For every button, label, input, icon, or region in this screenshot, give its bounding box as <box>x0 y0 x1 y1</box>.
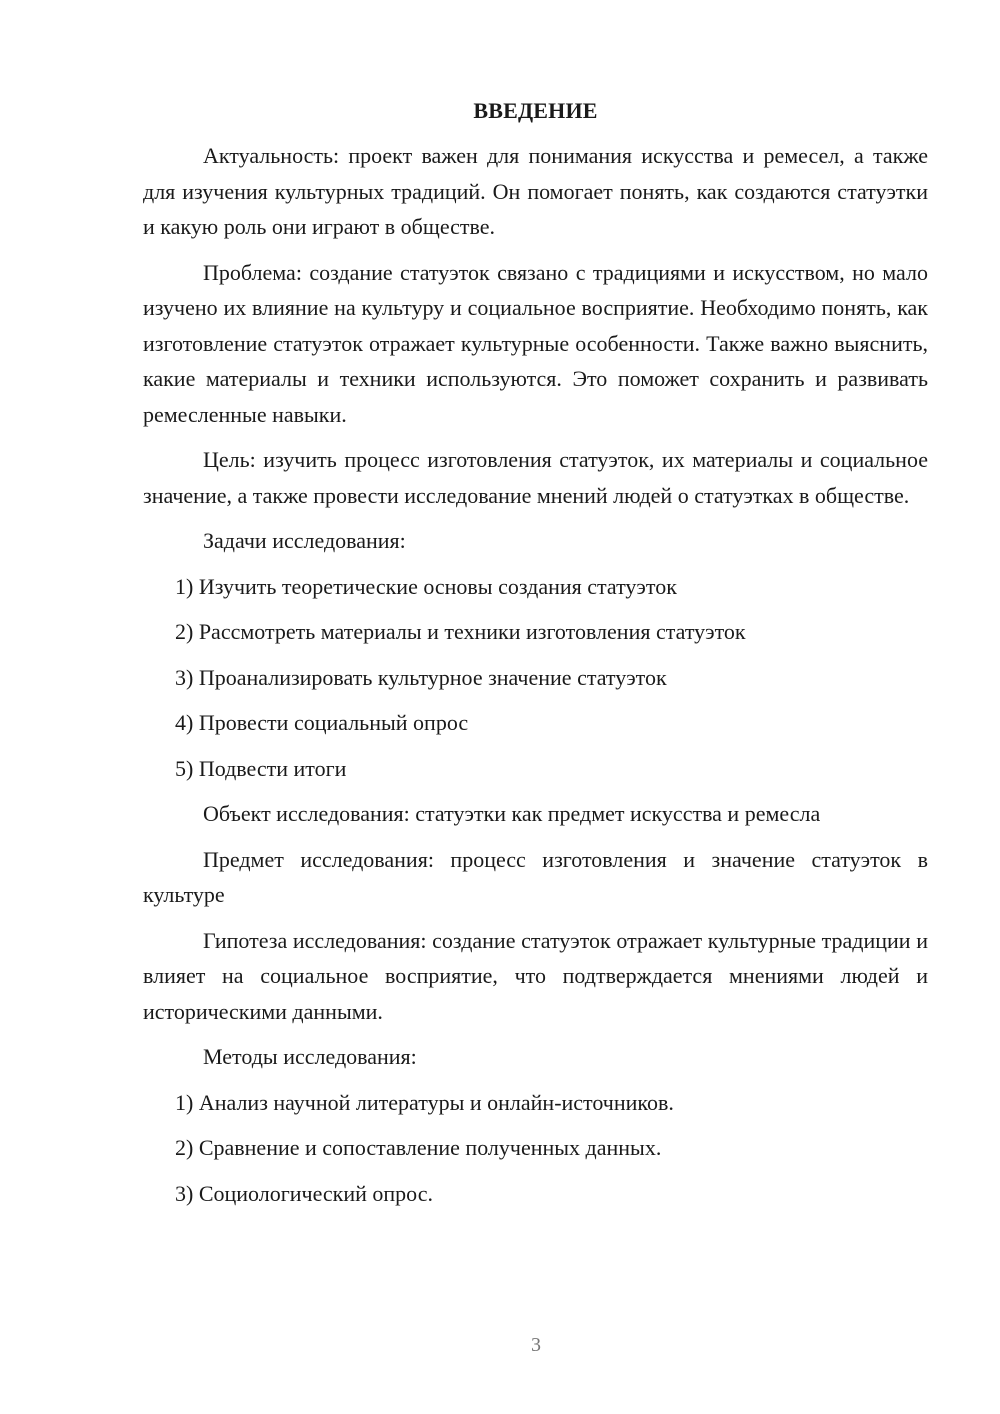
goal-paragraph: Цель: изучить процесс изготовления статуэток, их материалы и социальное значение, а также провести исследование мнений людей о статуэтках в обществе. <box>143 447 928 508</box>
list-item: 5) Подвести итоги <box>175 755 347 781</box>
list-item: 2) Рассмотреть материалы и техники изготовления статуэток <box>175 619 746 644</box>
tasks-list <box>143 569 928 787</box>
hypothesis-paragraph: Гипотеза исследования: создание статуэток отражает культурные традиции и влияет на социальное восприятие, что подтверждается мнениями людей и историческими данными. <box>143 927 928 1024</box>
relevance-paragraph: Актуальность: проект важен для понимания искусства и ремесел, а также для изучения культурных традиций. Он помогает понять, как создаются статуэтки и какую роль они играют в обществе. <box>143 143 928 239</box>
section-title: ВВЕДЕНИЕ <box>473 98 598 123</box>
methods-list <box>143 1085 928 1212</box>
list-item: 4) Провести социальный опрос <box>175 710 469 735</box>
object-paragraph: Объект исследования: статуэтки как предмет искусства и ремесла <box>203 801 821 826</box>
page-content <box>143 96 928 1221</box>
methods-heading: Методы исследования: <box>203 1044 417 1069</box>
list-item: 3) Социологический опрос. <box>175 1180 433 1206</box>
list-item: 1) Изучить теоретические основы создания статуэток <box>175 573 677 599</box>
list-item: 3) Проанализировать культурное значение статуэток <box>175 664 667 690</box>
page-number: 3 <box>531 1334 541 1356</box>
list-item: 1) Анализ научной литературы и онлайн-источников. <box>175 1089 674 1115</box>
subject-paragraph: Предмет исследования: процесс изготовления и значение статуэток в культуре <box>143 846 928 907</box>
list-item: 2) Сравнение и сопоставление полученных данных. <box>175 1135 662 1160</box>
problem-paragraph: Проблема: создание статуэток связано с традициями и искусством, но мало изучено их влияние на культуру и социальное восприятие. Необходимо понять, как изготовление статуэток отражает культурные особенности. Также важно выяснить, какие материалы и техники используются. Это поможет сохранить и развивать ремесленные навыки. <box>143 259 928 427</box>
tasks-heading: Задачи исследования: <box>203 528 406 553</box>
